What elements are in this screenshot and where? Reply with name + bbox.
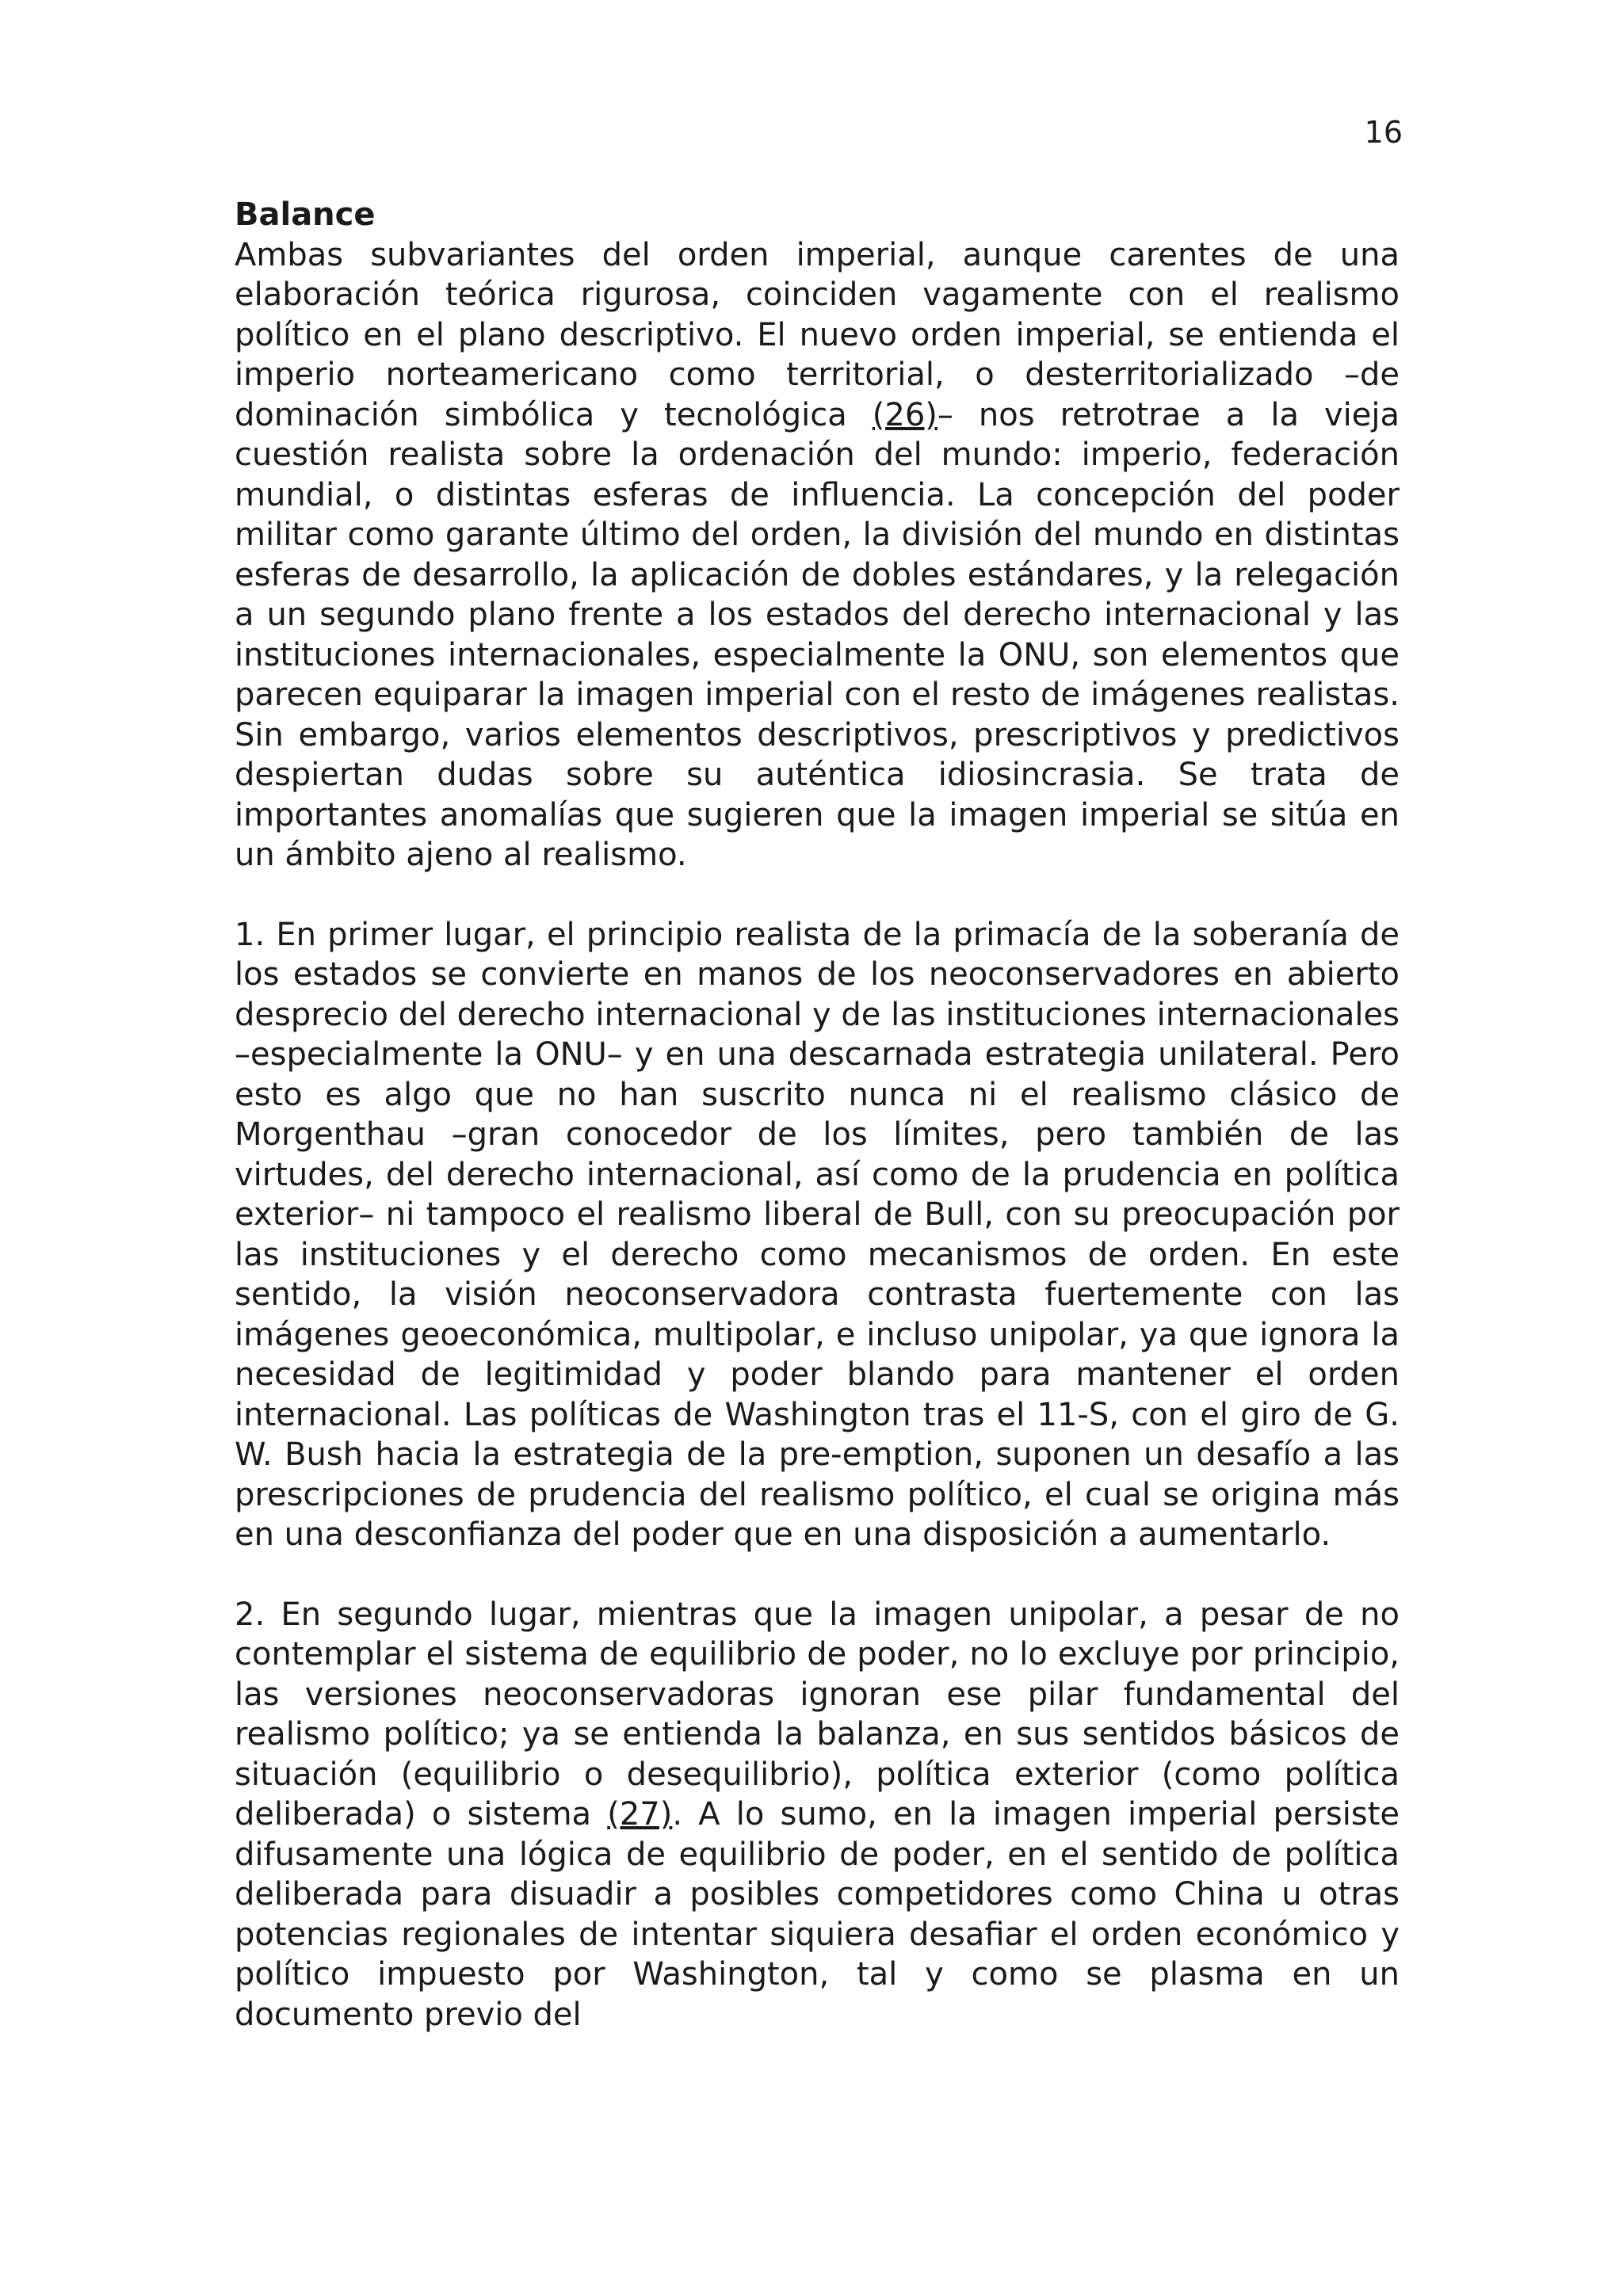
paragraph-point-1 [235, 915, 1400, 1555]
document-body [235, 195, 1400, 2074]
page-number: 16 [1364, 115, 1403, 150]
paragraph-point-2 [235, 1595, 1400, 2035]
paragraph-text: 1. En primer lugar, el principio realista de la primacía de la soberanía de los estados se convierte en manos de los neoconservadores en abierto desprecio del derecho internacional y de las instituciones internacionales –especialmente la ONU– y en una descarnada estrategia unilateral. Pero esto es algo que no han suscrito nunca ni el realismo clásico de Morgenthau –gran conocedor de los límites, pero también de las virtudes, del derecho internacional, así como de la prudencia en política exterior– ni tampoco el realismo liberal de Bull, con su preocupación por las instituciones y el derecho como mecanismos de orden. En este sentido, la visión neoconservadora contrasta fuertemente con las imágenes geoeconómica, multipolar, e incluso unipolar, ya que ignora la necesidad de legitimidad y poder blando para mantener el orden internacional. Las políticas de Washington tras el 11-S, con el giro de G. W. Bush hacia la estrategia de la pre-emption, suponen un desafío a las prescripciones de prudencia del realismo político, el cual se origina más en una desconfianza del poder que en una disposición a aumentarlo. [235, 916, 1400, 1553]
paragraph-balance [235, 235, 1400, 875]
paragraph-text: – nos retrotrae a la vieja cuestión realista sobre la ordenación del mundo: imperio, federación mundial, o distintas esferas de influencia. La concepción del poder militar como garante último del orden, la división del mundo en distintas esferas de desarrollo, la aplicación de dobles estándares, y la relegación a un segundo plano frente a los estados del derecho internacional y las instituciones internacionales, especialmente la ONU, son elementos que parecen equiparar la imagen imperial con el resto de imágenes realistas. Sin embargo, varios elementos descriptivos, prescriptivos y predictivos despiertan dudas sobre su auténtica idiosincrasia. Se trata de importantes anomalías que sugieren que la imagen imperial se sitúa en un ámbito ajeno al realismo. [235, 396, 1400, 873]
paragraph-text: 2. En segundo lugar, mientras que la imagen unipolar, a pesar de no contemplar el sistema de equilibrio de poder, no lo excluye por principio, las versiones neoconservadoras ignoran ese pilar fundamental del realismo político; ya se entienda la balanza, en sus sentidos básicos de situación (equilibrio o desequilibrio), política exterior (como política deliberada) o sistema [235, 1596, 1400, 1833]
section-heading: Balance [235, 196, 376, 233]
footnote-ref-27[interactable]: (27) [607, 1796, 673, 1833]
paragraph-text: . A lo sumo, en la imagen imperial persiste difusamente una lógica de equilibrio de poder, en el sentido de política deliberada para disuadir a posibles competidores como China u otras potencias regionales de intentar siquiera desafiar el orden económico y político impuesto por Washington, tal y como se plasma en un documento previo del [235, 1796, 1400, 2033]
paragraph-text: Ambas subvariantes del orden imperial, aunque carentes de una elaboración teórica rigurosa, coinciden vagamente con el realismo político en el plano descriptivo. El nuevo orden imperial, se entienda el imperio norteamericano como territorial, o desterritorializado –de dominación simbólica y tecnológica [235, 236, 1400, 433]
footnote-ref-26[interactable]: (26) [872, 396, 938, 433]
